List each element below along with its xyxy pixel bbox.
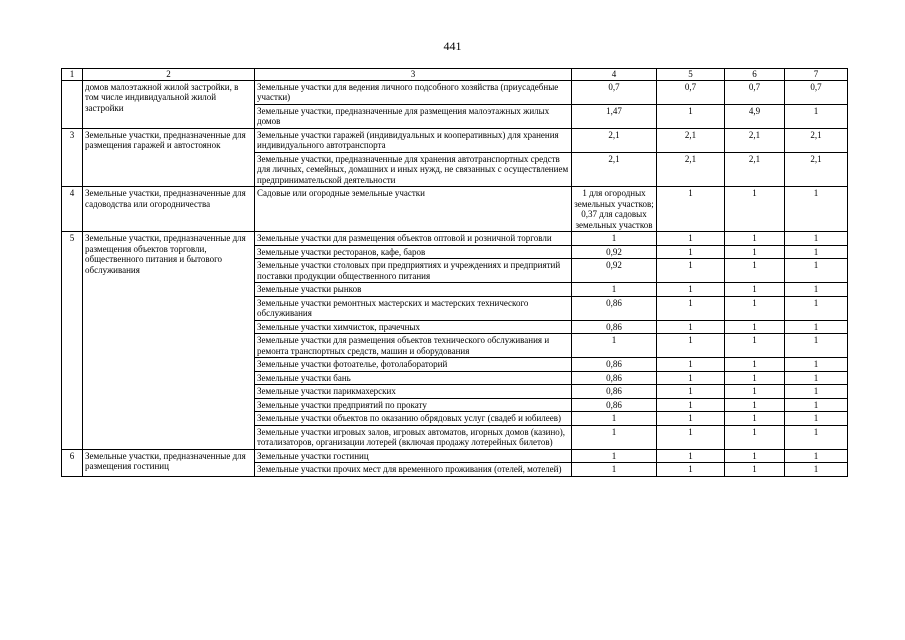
land-use-cell: Земельные участки фотоателье, фотолабораторий: [255, 358, 572, 372]
coefficient-cell: 2,1: [785, 128, 848, 152]
coefficient-cell: 1: [572, 232, 657, 246]
coefficient-cell: 1: [785, 412, 848, 426]
coefficient-cell: 0,7: [725, 80, 785, 104]
header-cell: 6: [725, 69, 785, 81]
coefficient-cell: 1: [725, 425, 785, 449]
page-number: 441: [443, 39, 462, 53]
header-cell: 2: [83, 69, 255, 81]
coefficient-cell: 1: [725, 187, 785, 232]
coefficient-cell: 1: [725, 232, 785, 246]
coefficient-cell: 1: [785, 358, 848, 372]
coefficient-cell: 2,1: [725, 152, 785, 187]
coefficient-cell: 1: [657, 334, 725, 358]
coefficient-cell: 1: [725, 245, 785, 259]
coefficient-cell: 1: [572, 449, 657, 463]
row-number-cell: 6: [62, 449, 83, 476]
coefficients-table: [61, 68, 848, 477]
land-use-cell: Земельные участки прочих мест для временного проживания (отелей, мотелей): [255, 463, 572, 477]
land-use-cell: Земельные участки ресторанов, кафе, баров: [255, 245, 572, 259]
land-use-cell: Земельные участки игровых залов, игровых автоматов, игорных домов (казино), тотализаторов, организации лотерей (включая продажу лотерейных билетов): [255, 425, 572, 449]
table-row: [62, 128, 848, 152]
land-use-cell: Земельные участки объектов по оказанию обрядовых услуг (свадеб и юбилеев): [255, 412, 572, 426]
coefficient-cell: 1: [725, 463, 785, 477]
coefficient-cell: 1: [572, 412, 657, 426]
coefficient-cell: 1: [657, 412, 725, 426]
land-use-cell: Земельные участки предприятий по прокату: [255, 398, 572, 412]
coefficient-cell: 1: [657, 296, 725, 320]
land-use-cell: Земельные участки, предназначенные для размещения малоэтажных жилых домов: [255, 104, 572, 128]
coefficient-cell: 1: [785, 320, 848, 334]
table-row: [62, 187, 848, 232]
land-use-cell: Земельные участки парикмахерских: [255, 385, 572, 399]
coefficient-cell: 1: [725, 320, 785, 334]
coefficient-cell: 1: [785, 449, 848, 463]
coefficient-cell: 1: [657, 463, 725, 477]
coefficient-cell: 1: [725, 371, 785, 385]
coefficient-cell: 2,1: [657, 128, 725, 152]
header-cell: 7: [785, 69, 848, 81]
coefficient-cell: 0,7: [785, 80, 848, 104]
land-use-cell: Земельные участки ремонтных мастерских и мастерских технического обслуживания: [255, 296, 572, 320]
group-name-cell: Земельные участки, предназначенные для размещения гостиниц: [83, 449, 255, 476]
group-name-cell: Земельные участки, предназначенные для размещения гаражей и автостоянок: [83, 128, 255, 187]
header-row: [62, 69, 848, 81]
coefficient-cell: 1: [572, 425, 657, 449]
group-name-cell: Земельные участки, предназначенные для размещения объектов торговли, общественного питания и бытового обслуживания: [83, 232, 255, 450]
coefficient-cell: 0,86: [572, 385, 657, 399]
coefficient-cell: 1: [785, 398, 848, 412]
coefficient-cell: 1: [785, 463, 848, 477]
coefficient-cell: 2,1: [725, 128, 785, 152]
coefficient-cell: 0,92: [572, 259, 657, 283]
header-cell: 3: [255, 69, 572, 81]
table-row: [62, 80, 848, 104]
header-cell: 5: [657, 69, 725, 81]
coefficient-cell: 1 для огородных земельных участков; 0,37 для садовых земельных участков: [572, 187, 657, 232]
header-cell: 4: [572, 69, 657, 81]
coefficient-cell: 1: [725, 358, 785, 372]
coefficient-cell: 1: [657, 245, 725, 259]
coefficient-cell: 1: [725, 385, 785, 399]
land-use-cell: Земельные участки рынков: [255, 283, 572, 297]
coefficient-cell: 0,7: [572, 80, 657, 104]
coefficient-cell: 2,1: [785, 152, 848, 187]
coefficient-cell: 1: [657, 104, 725, 128]
coefficient-cell: 0,86: [572, 320, 657, 334]
coefficient-cell: 1: [725, 259, 785, 283]
land-use-cell: Земельные участки столовых при предприятиях и учреждениях и предприятий поставки продукции общественного питания: [255, 259, 572, 283]
coefficient-cell: 1: [785, 385, 848, 399]
land-use-cell: Земельные участки для ведения личного подсобного хозяйства (приусадебные участки): [255, 80, 572, 104]
coefficient-cell: 1: [657, 358, 725, 372]
coefficient-cell: 1: [725, 412, 785, 426]
coefficient-cell: 1: [785, 334, 848, 358]
coefficient-cell: 1,47: [572, 104, 657, 128]
coefficient-cell: 0,86: [572, 358, 657, 372]
coefficient-cell: 1: [725, 283, 785, 297]
coefficient-cell: 1: [785, 104, 848, 128]
coefficient-cell: 4,9: [725, 104, 785, 128]
land-use-cell: Земельные участки для размещения объектов технического обслуживания и ремонта транспортных средств, машин и оборудования: [255, 334, 572, 358]
coefficient-cell: 1: [657, 371, 725, 385]
land-use-cell: Земельные участки химчисток, прачечных: [255, 320, 572, 334]
land-use-cell: Земельные участки гостиниц: [255, 449, 572, 463]
coefficient-cell: 1: [785, 232, 848, 246]
table-body: [62, 69, 848, 477]
coefficient-cell: 1: [785, 259, 848, 283]
coefficient-cell: 1: [785, 187, 848, 232]
coefficient-cell: 1: [785, 245, 848, 259]
coefficient-cell: 1: [657, 320, 725, 334]
coefficient-cell: 2,1: [572, 128, 657, 152]
coefficient-cell: 1: [657, 398, 725, 412]
coefficient-cell: 1: [657, 259, 725, 283]
land-use-cell: Земельные участки бань: [255, 371, 572, 385]
land-use-cell: Земельные участки гаражей (индивидуальных и кооперативных) для хранения индивидуального автотранспорта: [255, 128, 572, 152]
land-use-cell: Земельные участки для размещения объектов оптовой и розничной торговли: [255, 232, 572, 246]
coefficient-cell: 1: [785, 371, 848, 385]
coefficient-cell: 1: [725, 296, 785, 320]
coefficient-cell: 1: [657, 449, 725, 463]
coefficient-cell: 0,86: [572, 296, 657, 320]
coefficient-cell: 1: [725, 398, 785, 412]
group-name-cell: Земельные участки, предназначенные для садоводства или огородничества: [83, 187, 255, 232]
coefficient-cell: 1: [785, 283, 848, 297]
land-use-cell: Земельные участки, предназначенные для хранения автотранспортных средств для личных, семейных, домашних и иных нужд, не связанных с осуществлением предпринимательской деятельности: [255, 152, 572, 187]
row-number-cell: 4: [62, 187, 83, 232]
coefficient-cell: 1: [657, 232, 725, 246]
table-row: [62, 449, 848, 463]
land-use-cell: Садовые или огородные земельные участки: [255, 187, 572, 232]
row-number-cell: [62, 80, 83, 128]
row-number-cell: 5: [62, 232, 83, 450]
table-row: [62, 232, 848, 246]
row-number-cell: 3: [62, 128, 83, 187]
coefficient-cell: 1: [657, 385, 725, 399]
coefficient-cell: 0,92: [572, 245, 657, 259]
coefficient-cell: 0,86: [572, 398, 657, 412]
header-cell: 1: [62, 69, 83, 81]
coefficient-cell: 1: [785, 425, 848, 449]
coefficient-cell: 0,7: [657, 80, 725, 104]
coefficient-cell: 1: [725, 334, 785, 358]
coefficient-cell: 1: [572, 334, 657, 358]
coefficient-cell: 1: [785, 296, 848, 320]
coefficient-cell: 1: [572, 283, 657, 297]
group-name-cell: домов малоэтажной жилой застройки, в том числе индивидуальной жилой застройки: [83, 80, 255, 128]
coefficient-cell: 1: [657, 283, 725, 297]
coefficient-cell: 1: [725, 449, 785, 463]
coefficient-cell: 2,1: [572, 152, 657, 187]
coefficient-cell: 0,86: [572, 371, 657, 385]
coefficient-cell: 1: [572, 463, 657, 477]
coefficient-cell: 1: [657, 425, 725, 449]
coefficient-cell: 1: [657, 187, 725, 232]
coefficient-cell: 2,1: [657, 152, 725, 187]
